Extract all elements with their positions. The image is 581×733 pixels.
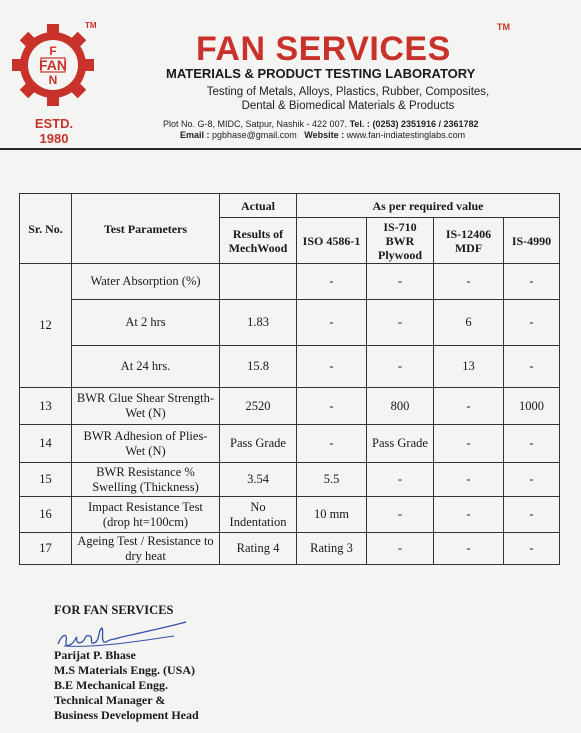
lab-subtitle: MATERIALS & PRODUCT TESTING LABORATORY — [166, 66, 476, 81]
contact-line — [180, 130, 465, 140]
cell-is12406: - — [434, 463, 504, 497]
cell-is4990: - — [504, 497, 560, 533]
cell-sr: 14 — [20, 425, 72, 463]
cell-is12406: - — [434, 533, 504, 565]
table-row — [20, 533, 560, 565]
cell-is12406: - — [434, 264, 504, 300]
brand-trademark: TM — [497, 22, 510, 32]
email-label: Email : — [180, 130, 210, 140]
cell-is710: - — [367, 533, 434, 565]
col-header-is12406: IS-12406 MDF — [434, 218, 504, 264]
cell-actual: Rating 4 — [220, 533, 297, 565]
cell-actual: 3.54 — [220, 463, 297, 497]
cell-is710: - — [367, 300, 434, 346]
established-label — [22, 116, 86, 146]
logo-word-fan: FAN — [39, 57, 67, 73]
cell-is4990: - — [504, 300, 560, 346]
cell-iso: - — [297, 425, 367, 463]
table-row — [20, 346, 560, 388]
cell-is710: Pass Grade — [367, 425, 434, 463]
col-header-is4990: IS-4990 — [504, 218, 560, 264]
cell-is4990: - — [504, 533, 560, 565]
table-row — [20, 497, 560, 533]
cell-is12406: 13 — [434, 346, 504, 388]
cell-is12406: - — [434, 497, 504, 533]
col-header-actual: Actual — [220, 194, 297, 218]
cell-actual: No Indentation — [220, 497, 297, 533]
services-line-1: Testing of Metals, Alloys, Plastics, Rubber, Composites, — [206, 86, 490, 98]
cell-iso: - — [297, 346, 367, 388]
col-header-results: Results of MechWood — [220, 218, 297, 264]
cell-iso: 5.5 — [297, 463, 367, 497]
cell-sr: 17 — [20, 533, 72, 565]
col-header-is710: IS-710 BWR Plywood — [367, 218, 434, 264]
address: Plot No. G-8, MIDC, Satpur, Nashik - 422 007. — [163, 119, 348, 129]
cell-is12406: - — [434, 425, 504, 463]
cell-param: BWR Glue Shear Strength-Wet (N) — [72, 388, 220, 425]
header-divider — [0, 148, 581, 150]
cell-sr: 16 — [20, 497, 72, 533]
tel-numbers: (0253) 2351916 / 2361782 — [372, 119, 479, 129]
cell-iso: - — [297, 388, 367, 425]
cell-actual: 2520 — [220, 388, 297, 425]
signatory-details — [54, 648, 199, 723]
cell-param: Water Absorption (%) — [72, 264, 220, 300]
for-company-label: FOR FAN SERVICES — [54, 603, 174, 617]
website-link[interactable]: www.fan-indiatestinglabs.com — [346, 130, 466, 140]
cell-iso: Rating 3 — [297, 533, 367, 565]
address-line — [163, 119, 479, 129]
logo-trademark: TM — [85, 21, 97, 30]
brand-name: FAN SERVICES — [196, 30, 451, 68]
tel-label: Tel. : — [349, 119, 370, 129]
cell-is710: - — [367, 463, 434, 497]
table-row — [20, 264, 560, 300]
website-label: Website : — [304, 130, 345, 140]
signatory-name: Parijat P. Bhase — [54, 648, 136, 662]
test-results-table — [19, 193, 560, 565]
cell-is4990: - — [504, 425, 560, 463]
cell-actual: 1.83 — [220, 300, 297, 346]
table-row — [20, 388, 560, 425]
qualification-2: B.E Mechanical Engg. — [54, 678, 169, 692]
cell-is4990: - — [504, 463, 560, 497]
cell-param: Impact Resistance Test (drop ht=100cm) — [72, 497, 220, 533]
col-header-required: As per required value — [297, 194, 560, 218]
table-row — [20, 300, 560, 346]
cell-is4990: 1000 — [504, 388, 560, 425]
cell-param: Ageing Test / Resistance to dry heat — [72, 533, 220, 565]
cell-actual: Pass Grade — [220, 425, 297, 463]
table-row — [20, 463, 560, 497]
services-line-2: Dental & Biomedical Materials & Products — [241, 100, 455, 112]
cell-is710: 800 — [367, 388, 434, 425]
table-row — [20, 425, 560, 463]
cell-param: BWR Adhesion of Plies-Wet (N) — [72, 425, 220, 463]
cell-iso: 10 mm — [297, 497, 367, 533]
col-header-param: Test Parameters — [72, 194, 220, 264]
cell-sr: 15 — [20, 463, 72, 497]
cell-param: BWR Resistance % Swelling (Thickness) — [72, 463, 220, 497]
cell-param: At 2 hrs — [72, 300, 220, 346]
cell-sr: 12 — [20, 264, 72, 388]
cell-is12406: - — [434, 388, 504, 425]
cell-is12406: 6 — [434, 300, 504, 346]
col-header-iso4586: ISO 4586-1 — [297, 218, 367, 264]
designation-2: Business Development Head — [54, 708, 199, 722]
header-row-1 — [20, 194, 560, 218]
cell-iso: - — [297, 264, 367, 300]
cell-actual: 15.8 — [220, 346, 297, 388]
designation-1: Technical Manager & — [54, 693, 166, 707]
cell-is710: - — [367, 497, 434, 533]
cell-actual — [220, 264, 297, 300]
logo-letter-n: N — [48, 73, 58, 87]
cell-is710: - — [367, 346, 434, 388]
col-header-sr: Sr. No. — [20, 194, 72, 264]
company-logo-gear — [10, 22, 96, 108]
cell-iso: - — [297, 300, 367, 346]
cell-is4990: - — [504, 264, 560, 300]
cell-is4990: - — [504, 346, 560, 388]
estd-text: ESTD. — [34, 116, 74, 131]
logo-letter-f: F — [49, 44, 57, 58]
email-link[interactable]: pgbhase@gmail.com — [212, 130, 297, 140]
cell-is710: - — [367, 264, 434, 300]
qualification-1: M.S Materials Engg. (USA) — [54, 663, 195, 677]
services-description — [188, 85, 508, 113]
cell-sr: 13 — [20, 388, 72, 425]
cell-param: At 24 hrs. — [72, 346, 220, 388]
estd-year: 1980 — [39, 131, 69, 146]
